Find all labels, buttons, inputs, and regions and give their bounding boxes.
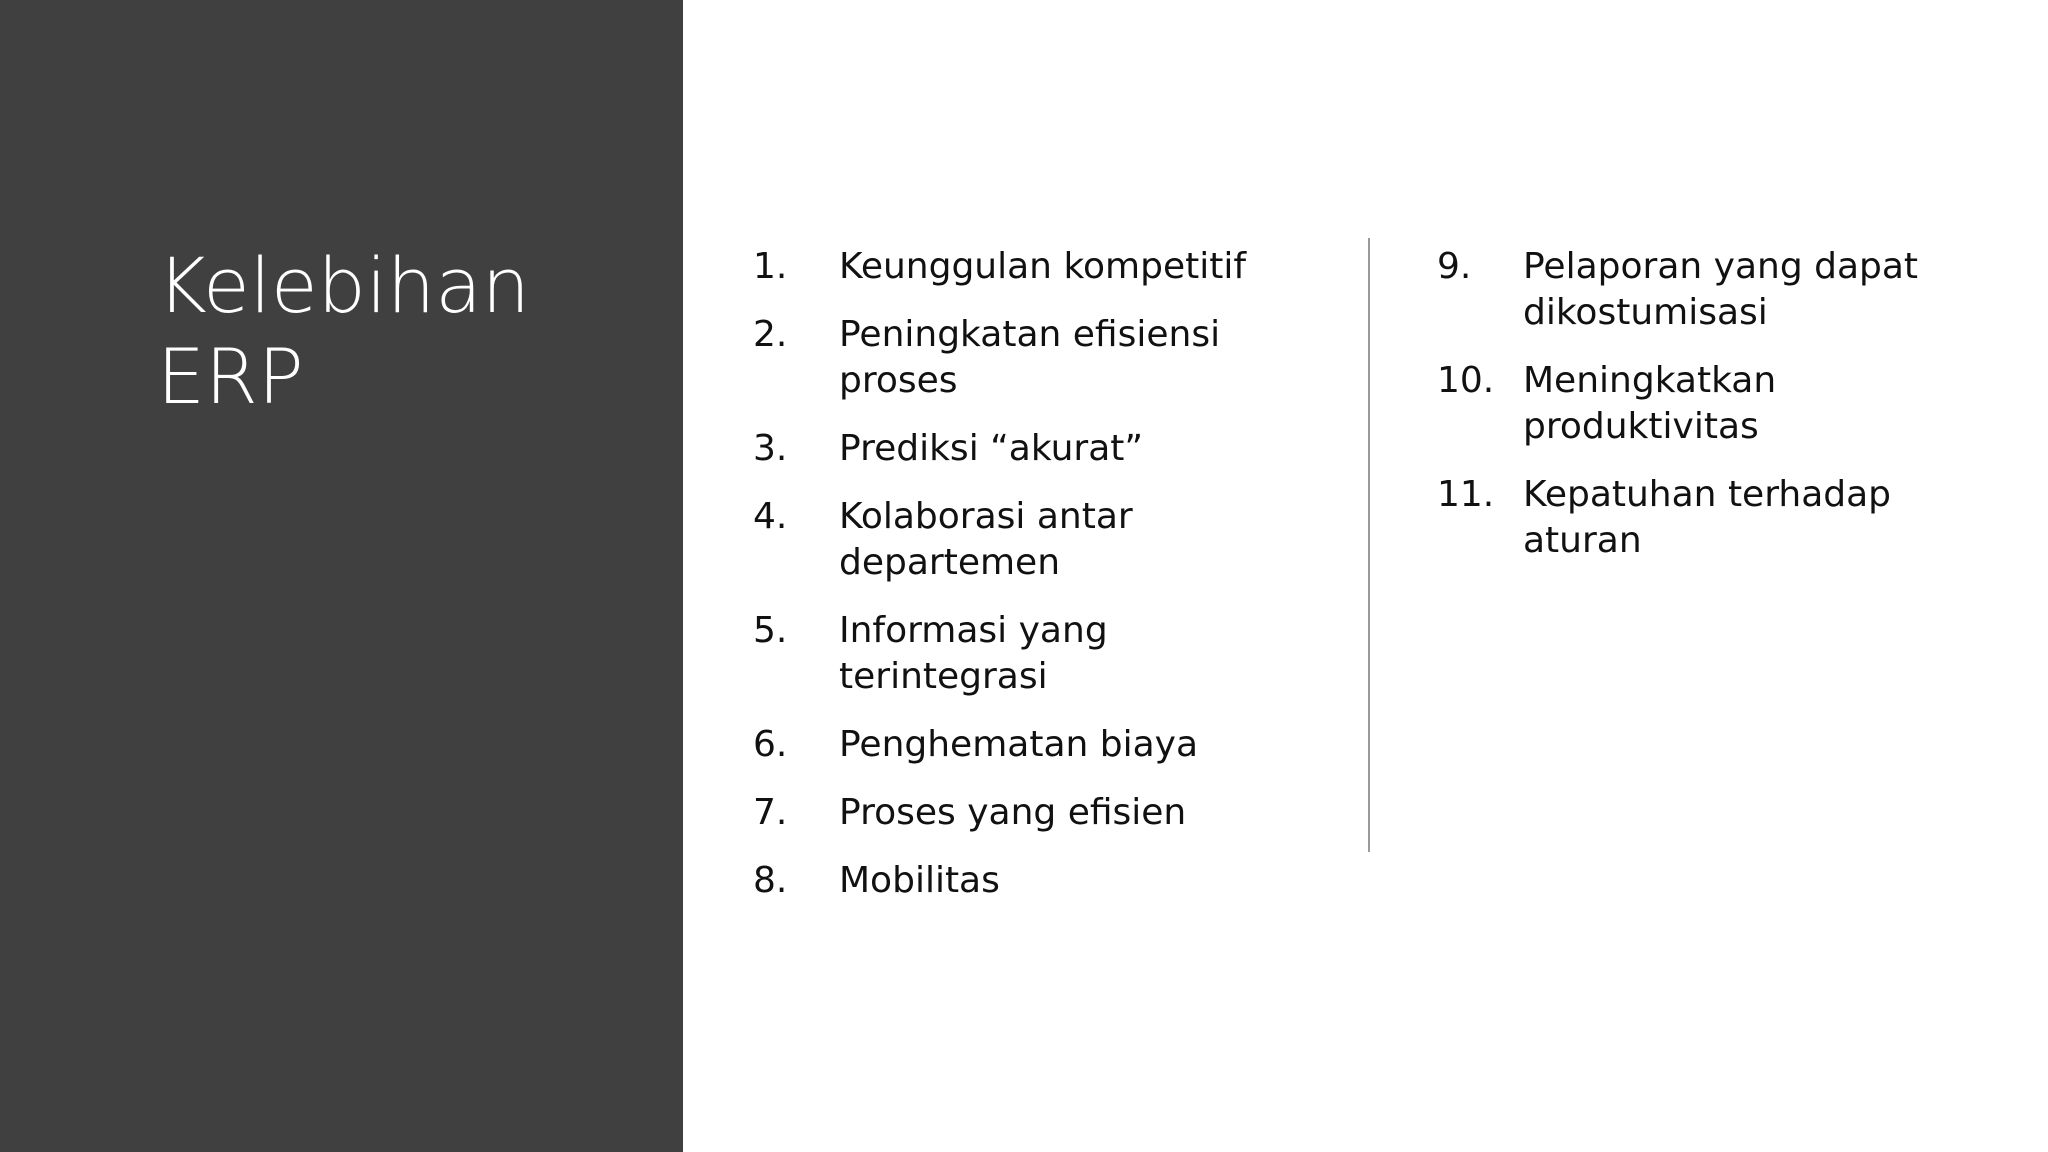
item-number: 4.: [753, 496, 788, 537]
list-item: [1437, 244, 1997, 336]
list-item: [753, 312, 1313, 404]
column-divider: [1368, 238, 1370, 852]
advantages-list-left: [753, 244, 1313, 926]
item-number: 1.: [753, 246, 788, 287]
item-text: Proses yang efisien: [839, 792, 1187, 833]
item-number: 9.: [1437, 246, 1472, 287]
list-item: [753, 244, 1313, 290]
list-item: [753, 722, 1313, 768]
item-text: Pelaporan yang dapat dikostumisasi: [1523, 246, 1919, 333]
item-number: 6.: [753, 724, 788, 765]
item-text: Prediksi “akurat”: [839, 428, 1144, 469]
slide-title-line: Kelebihan: [157, 241, 530, 330]
list-item: [753, 790, 1313, 836]
item-text: Mobilitas: [839, 860, 1000, 901]
item-text: Keunggulan kompetitif: [839, 246, 1247, 287]
list-item: [753, 858, 1313, 904]
list-item: [1437, 358, 1997, 450]
item-text: Peningkatan efisiensi proses: [839, 314, 1221, 401]
item-number: 2.: [753, 314, 788, 355]
item-number: 11.: [1437, 474, 1495, 515]
item-number: 7.: [753, 792, 788, 833]
item-number: 5.: [753, 610, 788, 651]
advantages-list-right: [1437, 244, 1997, 586]
item-text: Meningkatkan produktivitas: [1523, 360, 1777, 447]
list-item: [753, 608, 1313, 700]
item-number: 10.: [1437, 360, 1495, 401]
item-number: 8.: [753, 860, 788, 901]
item-text: Informasi yang terintegrasi: [839, 610, 1108, 697]
list-item: [753, 426, 1313, 472]
item-text: Kolaborasi antar departemen: [839, 496, 1133, 583]
slide-title-line: ERP: [157, 332, 304, 421]
item-text: Penghematan biaya: [839, 724, 1199, 765]
item-number: 3.: [753, 428, 788, 469]
list-item: [1437, 472, 1997, 564]
item-text: Kepatuhan terhadap aturan: [1523, 474, 1892, 561]
list-item: [753, 494, 1313, 586]
